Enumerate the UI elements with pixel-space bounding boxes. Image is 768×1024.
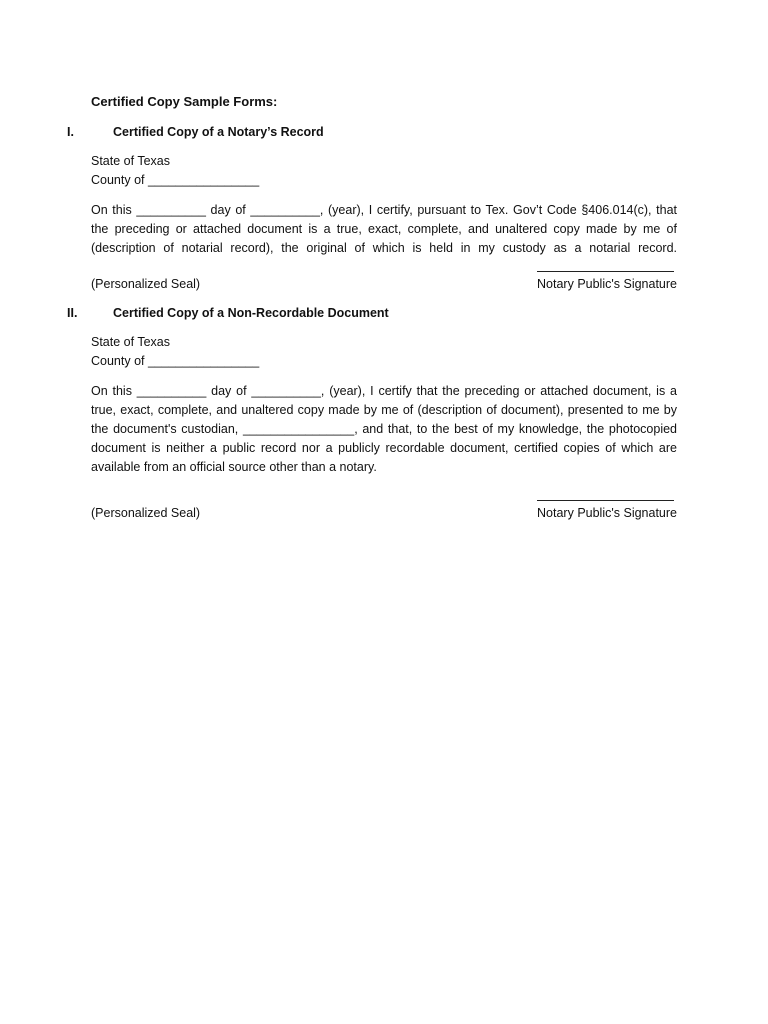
section-2-title [67,306,389,320]
section-1-body: On this __________ day of __________, (year), I certify, pursuant to Tex. Gov’t Code §406.014(c), that the preceding or attached document is a true, exact, complete, and unaltered copy made by me of (description of notarial record), the original of which is held in my custody as a notarial record. [91,203,677,255]
section-2-state: State of Texas [91,335,170,349]
section-1-signature-label: Notary Public's Signature [537,277,677,291]
section-1-number: I. [67,125,74,139]
section-1-county: County of ________________ [91,173,260,187]
section-1-title [67,125,324,139]
section-1-signature-line [537,271,674,272]
section-2-signature-label: Notary Public's Signature [537,506,677,520]
section-2-title-text: Certified Copy of a Non-Recordable Document [113,306,389,320]
document-heading: Certified Copy Sample Forms: [91,94,278,109]
section-1-seal-label: (Personalized Seal) [91,277,201,291]
section-1-title-text: Certified Copy of a Notary’s Record [113,125,324,139]
section-2-body: On this __________ day of __________, (year), I certify that the preceding or attached document, is a true, exact, complete, and unaltered copy made by me of (description of document), presented to me by the document's custodian, ________________, and that, to the best of my knowledge, the photocopied document is neither a public record nor a publicly recordable document, certified copies of which are available from an official source other than a notary. [91,384,677,474]
section-2-number: II. [67,306,78,320]
section-2-county: County of ________________ [91,354,260,368]
section-2-seal-label: (Personalized Seal) [91,506,201,520]
section-1-state: State of Texas [91,154,170,168]
section-2-signature-line [537,500,674,501]
